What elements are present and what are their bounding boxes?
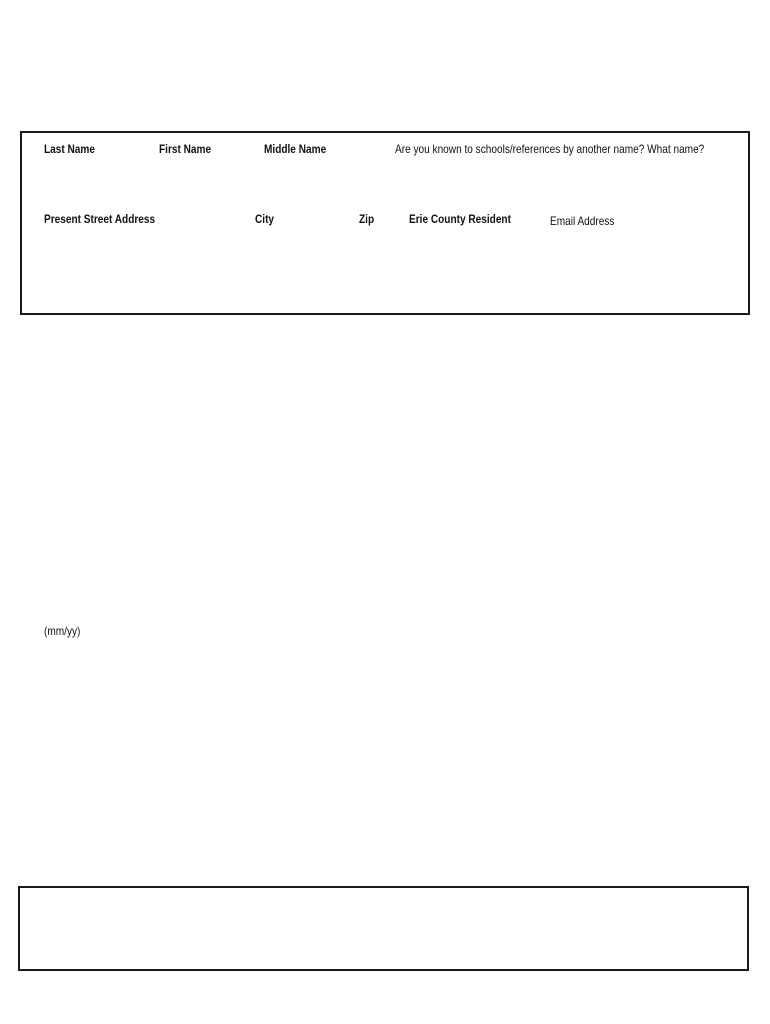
other-name-field[interactable] xyxy=(395,163,735,179)
middle-name-label: Middle Name xyxy=(264,142,327,156)
email-address-label: Email Address xyxy=(550,214,615,228)
city-field[interactable] xyxy=(255,233,351,249)
applicant-info-box xyxy=(20,131,750,315)
zip-label: Zip xyxy=(359,212,375,226)
other-name-label: Are you known to schools/references by another name? What name? xyxy=(395,142,705,156)
street-address-label: Present Street Address xyxy=(44,212,156,226)
date-format-hint: (mm/yy) xyxy=(44,624,81,638)
last-name-label: Last Name xyxy=(44,142,95,156)
first-name-field[interactable] xyxy=(159,163,257,179)
bottom-box xyxy=(18,886,749,971)
city-label: City xyxy=(255,212,275,226)
zip-field[interactable] xyxy=(359,233,403,249)
first-name-label: First Name xyxy=(159,142,212,156)
email-address-field[interactable] xyxy=(550,233,740,249)
bottom-text-field[interactable] xyxy=(26,894,741,963)
erie-county-resident-field[interactable] xyxy=(409,233,541,249)
last-name-field[interactable] xyxy=(44,163,152,179)
middle-name-field[interactable] xyxy=(264,163,388,179)
street-address-field[interactable] xyxy=(44,233,244,249)
erie-county-resident-label: Erie County Resident xyxy=(409,212,511,226)
